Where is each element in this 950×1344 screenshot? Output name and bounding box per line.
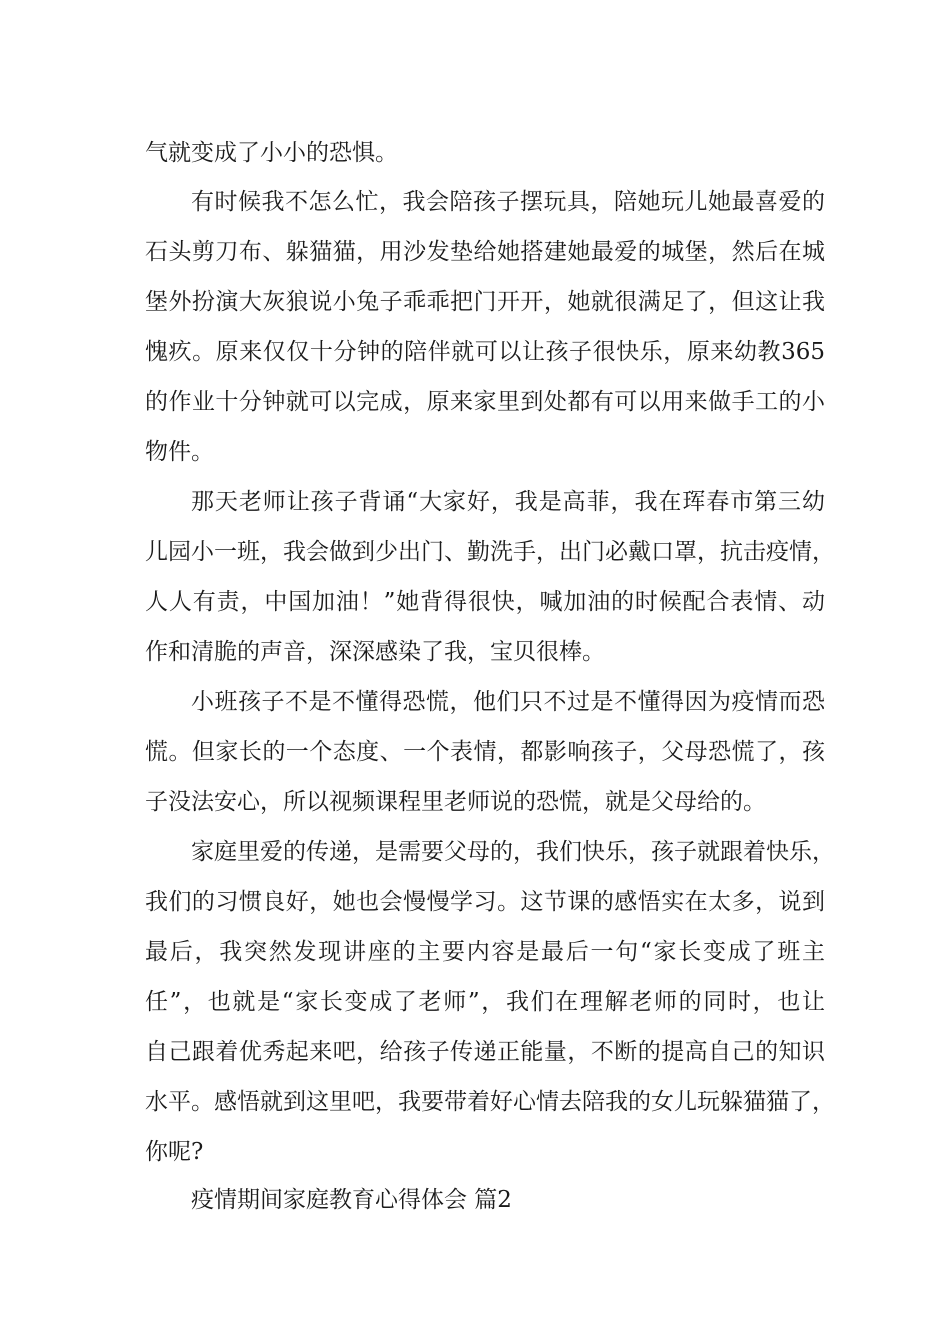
text-line: 气就变成了小小的恐惧。 [145,140,398,166]
paragraph-start-line: 小班孩子不是不懂得恐慌，他们只不过是不懂得因为疫情而恐 [191,689,825,715]
section-heading: 疫情期间家庭教育心得体会 篇2 [191,1187,512,1213]
text-line: 的作业十分钟就可以完成，原来家里到处都有可以用来做手工的小 [145,389,825,415]
text-line: 物件。 [145,439,214,465]
text-line: 你呢? [145,1139,204,1165]
text-line: 愧疚。原来仅仅十分钟的陪伴就可以让孩子很快乐，原来幼教365 [145,339,825,365]
text-line: 堡外扮演大灰狼说小兔子乖乖把门开开，她就很满足了，但这让我 [145,289,825,315]
text-line: 最后，我突然发现讲座的主要内容是最后一句“家长变成了班主 [145,939,825,965]
text-line: 人人有责，中国加油！”她背得很快，喊加油的时候配合表情、动 [145,589,825,615]
paragraph-start-line: 家庭里爱的传递，是需要父母的，我们快乐，孩子就跟着快乐， [191,839,835,865]
text-line: 作和清脆的声音，深深感染了我，宝贝很棒。 [145,639,605,665]
text-line: 自己跟着优秀起来吧，给孩子传递正能量，不断的提高自己的知识 [145,1039,825,1065]
paragraph-start-line: 那天老师让孩子背诵“大家好，我是高菲，我在珲春市第三幼 [191,489,825,515]
text-line: 子没法安心，所以视频课程里老师说的恐慌，就是父母给的。 [145,789,766,815]
text-line: 任”，也就是“家长变成了老师”，我们在理解老师的同时，也让 [145,989,825,1015]
text-line: 石头剪刀布、躲猫猫，用沙发垫给她搭建她最爱的城堡，然后在城 [145,239,825,265]
text-line: 我们的习惯良好，她也会慢慢学习。这节课的感悟实在太多，说到 [145,889,825,915]
text-line: 慌。但家长的一个态度、一个表情，都影响孩子，父母恐慌了，孩 [145,739,825,765]
paragraph-start-line: 有时候我不怎么忙，我会陪孩子摆玩具，陪她玩儿她最喜爱的 [191,189,825,215]
text-line: 儿园小一班，我会做到少出门、勤洗手，出门必戴口罩，抗击疫情， [145,539,835,565]
text-line: 水平。感悟就到这里吧，我要带着好心情去陪我的女儿玩躲猫猫了， [145,1089,835,1115]
